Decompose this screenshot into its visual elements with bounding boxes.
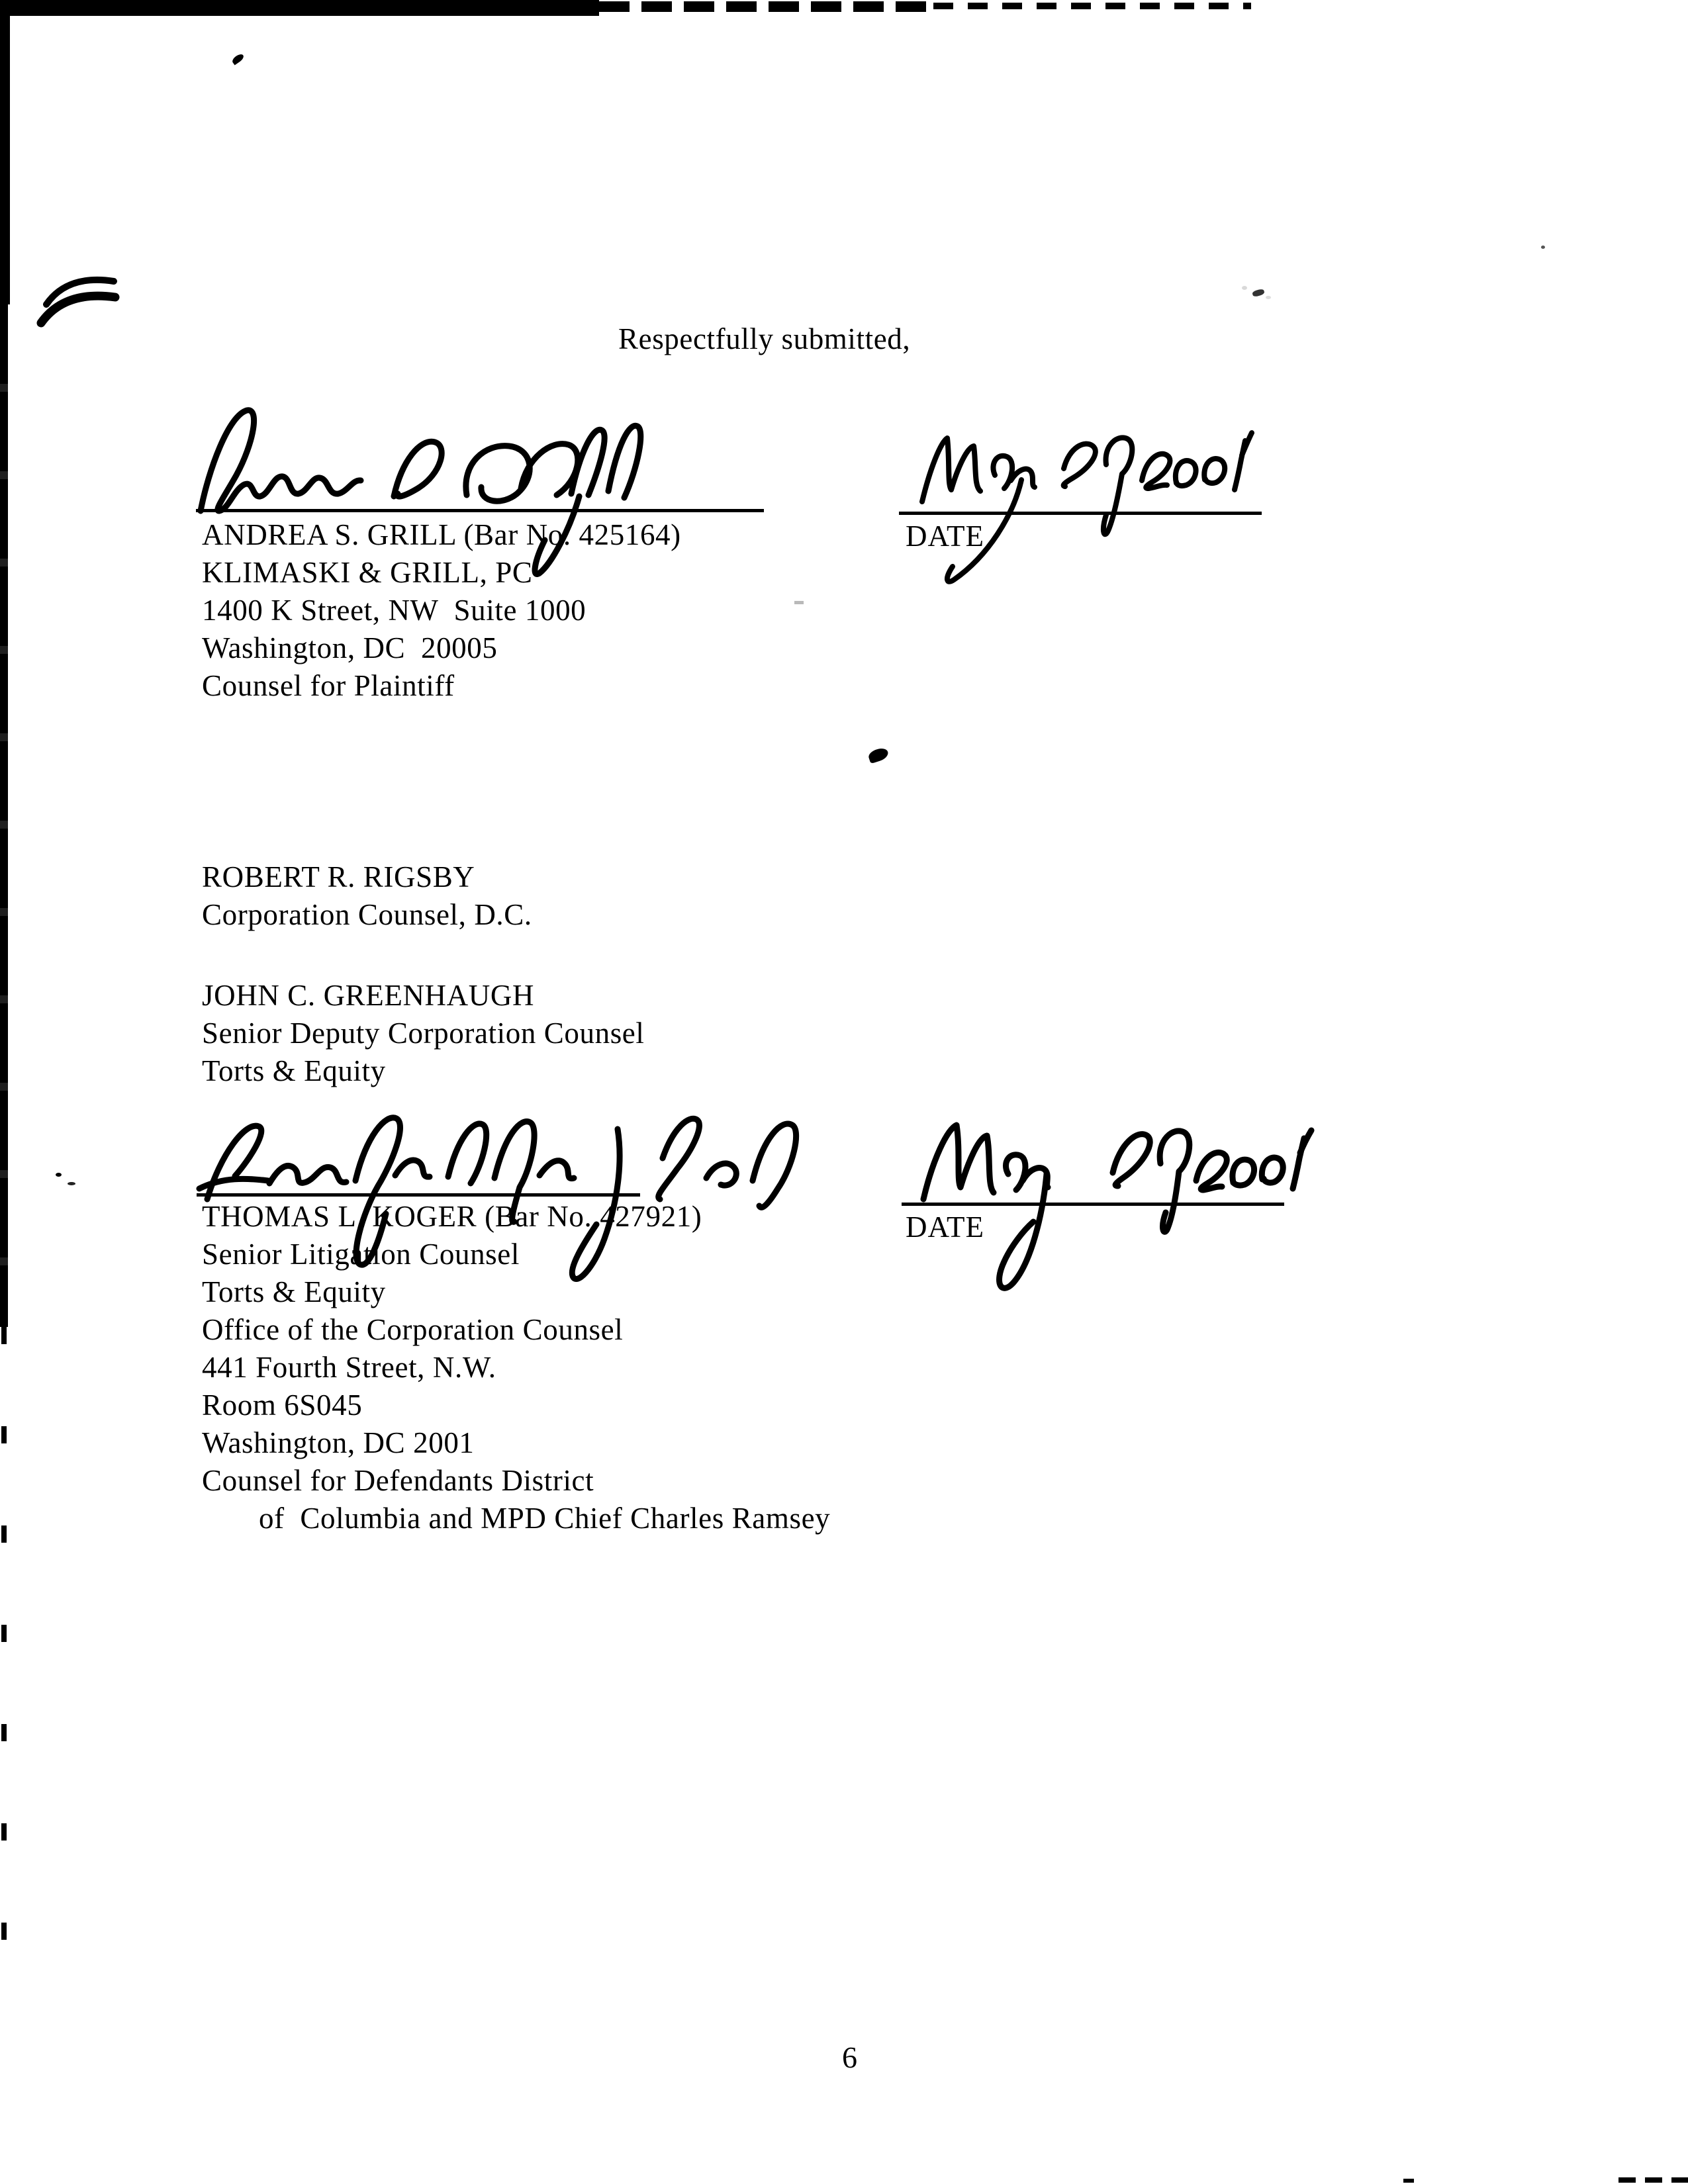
scan-edge-top-band-solid (0, 0, 599, 16)
greenhaugh-title: Senior Deputy Corporation Counsel (202, 1017, 645, 1050)
koger-title-line: Senior Litigation Counsel (202, 1238, 520, 1271)
date2-handwriting (890, 1118, 1321, 1304)
pen-swoosh-mark (34, 273, 127, 332)
defendants-signature-handwriting (189, 1107, 910, 1298)
plaintiff-role-line: Counsel for Plaintiff (202, 669, 455, 702)
page-number: 6 (842, 2040, 857, 2074)
margin-dot-2 (68, 1182, 75, 1185)
intro-line: Respectfully submitted, (618, 322, 911, 355)
plaintiff-firm-line: KLIMASKI & GRILL, PC (202, 556, 533, 589)
greenhaugh-block (202, 977, 644, 1090)
koger-address-line3: Washington, DC 2001 (202, 1426, 475, 1459)
plaintiff-address-line2: Washington, DC 20005 (202, 631, 498, 664)
koger-role-line2: of Columbia and MPD Chief Charles Ramsey (259, 1502, 831, 1535)
greenhaugh-name: JOHN C. GREENHAUGH (202, 979, 535, 1012)
scan-edge-top-band-dashes-faint (933, 3, 1251, 9)
koger-name-line: THOMAS L. KOGER (Bar No. 427921) (202, 1200, 702, 1233)
speckle-halo-1 (1242, 286, 1247, 290)
scan-bottom-right-dashes (1618, 2177, 1688, 2183)
scan-edge-left-strip-lower (0, 304, 8, 1327)
plaintiff-name-line: ANDREA S. GRILL (Bar No. 425164) (202, 518, 681, 551)
date1-label: DATE (906, 520, 984, 553)
koger-office-line: Office of the Corporation Counsel (202, 1313, 624, 1346)
apostrophe-mark (231, 52, 245, 65)
plaintiff-signature-handwriting (182, 397, 645, 596)
margin-dot-1 (56, 1173, 62, 1177)
scan-edge-top-band-dashes (599, 1, 933, 12)
date1-handwriting (890, 417, 1314, 642)
koger-address-line1: 441 Fourth Street, N.W. (202, 1351, 496, 1384)
plaintiff-address-line1: 1400 K Street, NW Suite 1000 (202, 594, 586, 627)
scan-edge-left-strip (0, 13, 10, 304)
scan-edge-left-strip-sparse (1, 1327, 7, 1956)
faint-dash-mark (794, 601, 804, 604)
koger-address-line2: Room 6S045 (202, 1388, 363, 1422)
rigsby-name: ROBERT R. RIGSBY (202, 860, 475, 893)
tiny-speck-right (1541, 246, 1545, 249)
scan-bottom-speck (1403, 2179, 1414, 2183)
speckle-halo-2 (1266, 296, 1271, 299)
ink-blob-mark (867, 747, 890, 764)
koger-division-line: Torts & Equity (202, 1275, 386, 1308)
greenhaugh-division: Torts & Equity (202, 1054, 386, 1087)
speckle-cluster (1252, 289, 1265, 297)
rigsby-title: Corporation Counsel, D.C. (202, 898, 532, 931)
koger-role-line1: Counsel for Defendants District (202, 1464, 594, 1497)
date2-label: DATE (906, 1210, 984, 1244)
rigsby-block (202, 858, 532, 934)
